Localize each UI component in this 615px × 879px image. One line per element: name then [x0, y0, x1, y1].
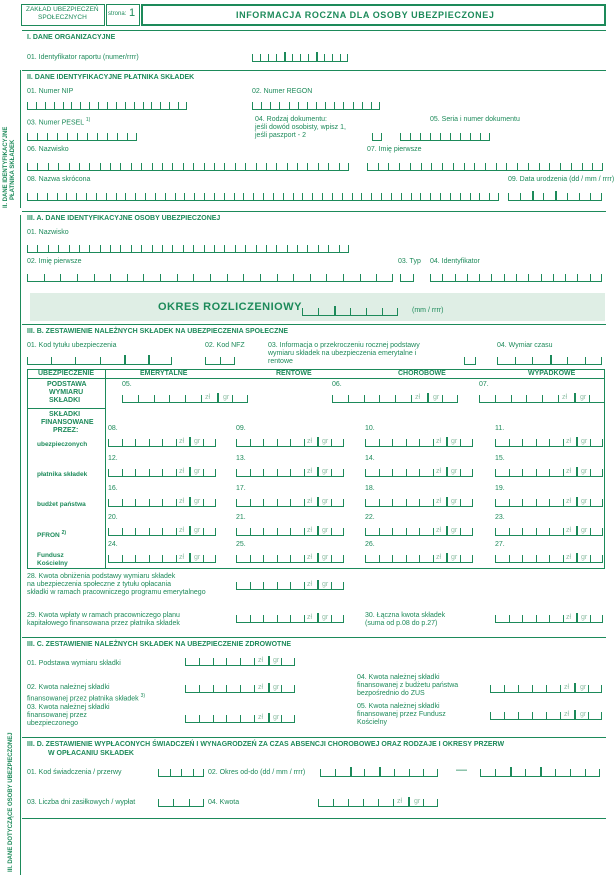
- pole-05[interactable]: [122, 391, 248, 403]
- pole-fundusz-3[interactable]: [495, 551, 603, 563]
- num-27: 27.: [495, 541, 505, 548]
- s3d-kod-cells[interactable]: [158, 768, 204, 777]
- num-07: 07.: [479, 381, 489, 388]
- s3c-pole-04-gr: gr: [580, 684, 587, 691]
- s3c-pole-03-gr: gr: [273, 714, 280, 721]
- num-22: 22.: [365, 514, 375, 521]
- s3d-dash: —: [456, 764, 467, 776]
- s3c-f05-l1: 05. Kwota należnej składki: [357, 703, 440, 710]
- okres-label: OKRES ROZLICZENIOWY: [158, 301, 302, 313]
- pole-fundusz-2[interactable]: [365, 551, 473, 563]
- pole-fundusz-1-zl: zł: [307, 554, 313, 561]
- pole-07[interactable]: [479, 391, 605, 403]
- pole-ubezpieczonych-2-zl: zł: [436, 438, 442, 445]
- pole-platnika-1[interactable]: [236, 465, 344, 477]
- pole-ubezpieczonych-2-gr: gr: [451, 438, 458, 445]
- pole-ubezpieczonych-3-gr: gr: [581, 438, 588, 445]
- s3c-f02-l2: finansowanej przez płatnika składek $^{3)}$: [27, 693, 146, 703]
- num-25: 25.: [236, 541, 246, 548]
- podstawa-l3: SKŁADKI: [49, 397, 81, 404]
- pole-pfron-1-zl: zł: [307, 527, 313, 534]
- pole-ubezpieczonych-0-zl: zł: [179, 438, 185, 445]
- num-06: 06.: [332, 381, 342, 388]
- pole-budzet-3-gr: gr: [581, 498, 588, 505]
- strona-value: 1: [129, 7, 136, 19]
- pole-ubezpieczonych-0[interactable]: [108, 435, 216, 447]
- s3c-pole-03-zl: zł: [258, 714, 264, 721]
- fin-l3: PRZEZ:: [53, 427, 79, 434]
- s3d-title-l1: III. D. ZESTAWIENIE WYPŁACONYCH ŚWIADCZEŃ I WYNAGRODZEŃ ZA CZAS ABSENCJI CHOROBOWEJ ORAZ RODZAJE I OKRESY PRZERW: [27, 741, 505, 748]
- num-23: 23.: [495, 514, 505, 521]
- s3c-pole-03[interactable]: [185, 711, 295, 723]
- s3c-f05-l2: finansowanej przez Fundusz: [357, 711, 446, 718]
- pole-platnika-2-zl: zł: [436, 468, 442, 475]
- num-26: 26.: [365, 541, 375, 548]
- row-ubezpieczonych: ubezpieczonych: [37, 441, 88, 448]
- s2-f01-label: 01. Numer NIP: [27, 88, 74, 95]
- s3c-f04-l2: finansowanej z budżetu państwa: [357, 682, 459, 689]
- s2-docno-cells[interactable]: [400, 132, 490, 141]
- pole-29-gr: gr: [322, 614, 329, 621]
- s3c-f05-l3: Kościelny: [357, 719, 387, 726]
- s2-f05-label: 05. Seria i numer dokumentu: [430, 116, 520, 123]
- num-05: 05.: [122, 381, 132, 388]
- col-rentowe: RENTOWE: [276, 370, 312, 377]
- s3b-top-line: [22, 324, 606, 325]
- row-fundusz-l2: Kościelny: [37, 560, 68, 567]
- s3b-wymiar-cells[interactable]: [497, 356, 602, 365]
- s3a-nazwisko-cells[interactable]: [27, 244, 349, 253]
- s3b-kod-cells[interactable]: [27, 356, 172, 365]
- pole-pfron-2-zl: zł: [436, 527, 442, 534]
- pole-pfron-3-zl: zł: [566, 527, 572, 534]
- pole-budzet-2[interactable]: [365, 495, 473, 507]
- pole-ubezpieczonych-1-zl: zł: [307, 438, 313, 445]
- pole-pfron-1-gr: gr: [322, 527, 329, 534]
- s3d-dni-cells[interactable]: [158, 798, 204, 807]
- num-12: 12.: [108, 455, 118, 462]
- pole-budzet-1-zl: zł: [307, 498, 313, 505]
- pole-platnika-3-gr: gr: [581, 468, 588, 475]
- s2-nazwa-cells[interactable]: [27, 192, 499, 201]
- row-pfron: PFRON $^{2)}$: [37, 530, 67, 540]
- s2-f02-label: 02. Numer REGON: [252, 88, 313, 95]
- s3c-pole-02[interactable]: [185, 681, 295, 693]
- s3c-f01-label: 01. Podstawa wymiaru składki: [27, 660, 121, 667]
- s2-title: II. DANE IDENTYFIKACYJNE PŁATNIKA SKŁADEK: [27, 74, 195, 81]
- s2-nazwisko-cells[interactable]: [27, 162, 349, 171]
- s3b-first-col-line: [105, 369, 106, 569]
- pole-platnika-2-gr: gr: [451, 468, 458, 475]
- pole-fundusz-3-gr: gr: [581, 554, 588, 561]
- s3b-f29-l2: kapitałowego finansowana przez płatnika składek: [27, 620, 180, 627]
- pole-07-gr: gr: [580, 394, 587, 401]
- s2-f06-label: 06. Nazwisko: [27, 146, 69, 153]
- pole-pfron-0[interactable]: [108, 524, 216, 536]
- s3b-podstawa-line: [27, 408, 105, 409]
- pole-fundusz-0[interactable]: [108, 551, 216, 563]
- num-17: 17.: [236, 485, 246, 492]
- s3d-f02-label: 02. Okres od-do (dd / mm / rrrr): [208, 769, 306, 776]
- pole-30-gr: gr: [581, 614, 588, 621]
- pole-platnika-3-zl: zł: [566, 468, 572, 475]
- s3a-top-line: [22, 211, 606, 212]
- s2-imie-cells[interactable]: [367, 162, 603, 171]
- side-label-1b: PŁATNIKA SKŁADEK: [10, 139, 16, 200]
- pole-28-zl: zł: [307, 581, 313, 588]
- pole-fundusz-3-zl: zł: [566, 554, 572, 561]
- s3c-f03-l1: 03. Kwota należnej składki: [27, 704, 110, 711]
- pole-budzet-3[interactable]: [495, 495, 603, 507]
- num-24: 24.: [108, 541, 118, 548]
- s3c-top-line: [22, 637, 606, 638]
- pole-budzet-0-zl: zł: [179, 498, 185, 505]
- s1-title: I. DANE ORGANIZACYJNE: [27, 34, 116, 41]
- s3d-od-cells[interactable]: [320, 768, 438, 777]
- fin-l1: SKŁADKI: [49, 411, 81, 418]
- pole-ubezpieczonych-0-gr: gr: [194, 438, 201, 445]
- pole-platnika-0-zl: zł: [179, 468, 185, 475]
- pole-platnika-0-gr: gr: [194, 468, 201, 475]
- pole-pfron-0-gr: gr: [194, 527, 201, 534]
- side-label-1a: II. DANE IDENTYFIKACYJNE: [3, 126, 9, 208]
- s3b-colhead-line: [27, 378, 605, 379]
- s3b-f30-l2: (suma od p.08 do p.27): [365, 620, 438, 627]
- s3c-f03-l3: ubezpieczonego: [27, 720, 78, 727]
- pole-29-zl: zł: [307, 614, 313, 621]
- strona-label: strona:: [108, 11, 127, 17]
- pole-budzet-2-gr: gr: [451, 498, 458, 505]
- s2-f04-l3: jeśli paszport - 2: [255, 132, 306, 139]
- s3b-f03-l1: 03. Informacja o przekroczeniu rocznej podstawy: [268, 342, 420, 349]
- pole-ubezpieczonych-1[interactable]: [236, 435, 344, 447]
- s3d-f01-label: 01. Kod świadczenia / przerwy: [27, 769, 122, 776]
- pole-06[interactable]: [332, 391, 458, 403]
- num-09: 09.: [236, 425, 246, 432]
- s3c-f02-l1: 02. Kwota należnej składki: [27, 684, 110, 691]
- s3b-f28-l3: składki w ramach pracowniczego programu emerytalnego: [27, 589, 206, 596]
- s3b-f28-l2: na ubezpieczenia społeczne z tytułu opłacania: [27, 581, 171, 588]
- pole-budzet-0[interactable]: [108, 495, 216, 507]
- pole-pfron-2[interactable]: [365, 524, 473, 536]
- pole-fundusz-0-gr: gr: [194, 554, 201, 561]
- num-21: 21.: [236, 514, 246, 521]
- pole-fundusz-2-gr: gr: [451, 554, 458, 561]
- pole-budzet-1-gr: gr: [322, 498, 329, 505]
- s3b-f03-l3: rentowe: [268, 358, 293, 365]
- s2-f03-label: 03. Numer PESEL $^{1)}$: [27, 117, 91, 127]
- s2-nip-cells[interactable]: [27, 101, 187, 110]
- num-20: 20.: [108, 514, 118, 521]
- pole-07-zl: zł: [562, 394, 568, 401]
- s3d-pole-04[interactable]: [318, 795, 438, 807]
- num-11: 11.: [495, 425, 505, 432]
- s3a-title: III. A. DANE IDENTYFIKACYJNE OSOBY UBEZPIECZONEJ: [27, 215, 221, 222]
- s3c-pole-01-gr: gr: [273, 657, 280, 664]
- pole-29[interactable]: [236, 611, 344, 623]
- s3c-pole-05[interactable]: [490, 708, 602, 720]
- row-budzet: budżet państwa: [37, 501, 86, 508]
- row-platnika: płatnika składek: [37, 471, 88, 478]
- s2-f08-label: 08. Nazwa skrócona: [27, 176, 91, 183]
- pole-ubezpieczonych-3[interactable]: [495, 435, 603, 447]
- col-wypadkowe: WYPADKOWE: [528, 370, 576, 377]
- side-line-1: [20, 70, 21, 208]
- side-line-2: [20, 215, 21, 875]
- s3a-f01-label: 01. Nazwisko: [27, 229, 69, 236]
- form-title: INFORMACJA ROCZNA DLA OSOBY UBEZPIECZONEJ: [236, 10, 495, 20]
- s3c-f04-l1: 04. Kwota należnej składki: [357, 674, 440, 681]
- s2-f04-l1: 04. Rodzaj dokumentu:: [255, 116, 327, 123]
- pole-06-gr: gr: [433, 394, 440, 401]
- pole-ubezpieczonych-3-zl: zł: [566, 438, 572, 445]
- pole-platnika-0[interactable]: [108, 465, 216, 477]
- s3c-title: III. C. ZESTAWIENIE NALEŻNYCH SKŁADEK NA UBEZPIECZENIE ZDROWOTNE: [27, 641, 292, 648]
- pole-30[interactable]: [495, 611, 603, 623]
- s3c-pole-02-zl: zł: [258, 684, 264, 691]
- s3c-pole-01[interactable]: [185, 654, 295, 666]
- s3a-f03-label: 03. Typ: [398, 258, 421, 265]
- s3c-pole-02-gr: gr: [273, 684, 280, 691]
- s2-f07-label: 07. Imię pierwsze: [367, 146, 422, 153]
- pole-budzet-0-gr: gr: [194, 498, 201, 505]
- fin-l2: FINANSOWANE: [41, 419, 94, 426]
- pole-ubezpieczonych-2[interactable]: [365, 435, 473, 447]
- podstawa-l2: WYMIARU: [49, 389, 84, 396]
- s2-regon-cells[interactable]: [252, 101, 380, 110]
- zus-line2: SPOŁECZNYCH: [38, 14, 87, 21]
- s3b-f04-label: 04. Wymiar czasu: [497, 342, 553, 349]
- s3b-f03-l2: wymiaru składek na ubezpieczenia emerytalne i: [268, 350, 417, 357]
- pole-pfron-0-zl: zł: [179, 527, 185, 534]
- s3c-f03-l2: finansowanej przez: [27, 712, 87, 719]
- s3b-f01-label: 01. Kod tytułu ubezpieczenia: [27, 342, 117, 349]
- pole-fundusz-2-zl: zł: [436, 554, 442, 561]
- s3b-title: III. B. ZESTAWIENIE NALEŻNYCH SKŁADEK NA UBEZPIECZENIA SPOŁECZNE: [27, 328, 289, 335]
- num-14: 14.: [365, 455, 375, 462]
- pole-pfron-3-gr: gr: [581, 527, 588, 534]
- pole-fundusz-1-gr: gr: [322, 554, 329, 561]
- zus-line1: ZAKŁAD UBEZPIECZEŃ: [26, 6, 99, 13]
- s1-f01-label: 01. Identyfikator raportu (numer/rrrr): [27, 54, 139, 61]
- pole-pfron-2-gr: gr: [451, 527, 458, 534]
- pole-budzet-3-zl: zł: [566, 498, 572, 505]
- s3b-f29-l1: 29. Kwota wpłaty w ramach pracowniczego planu: [27, 612, 180, 619]
- podstawa-l1: PODSTAWA: [47, 381, 87, 388]
- pole-platnika-2[interactable]: [365, 465, 473, 477]
- col-chorobowe: CHOROBOWE: [398, 370, 446, 377]
- s3d-f03-label: 03. Liczba dni zasiłkowych / wypłat: [27, 799, 136, 806]
- s3b-info-cell[interactable]: [464, 356, 476, 365]
- num-10: 10.: [365, 425, 375, 432]
- side-label-2: III. DANE DOTYCZĄCE OSOBY UBEZPIECZONEJ: [8, 732, 14, 872]
- s3c-pole-04[interactable]: [490, 681, 602, 693]
- pole-budzet-2-zl: zł: [436, 498, 442, 505]
- s3d-pole-04-zl: zł: [397, 798, 403, 805]
- s3c-f04-l3: bezpośrednio do ZUS: [357, 690, 425, 697]
- s3c-pole-05-gr: gr: [580, 711, 587, 718]
- s3b-nfz-cells[interactable]: [205, 356, 235, 365]
- s1-top-line: [22, 30, 606, 31]
- s3d-top-line: [22, 737, 606, 738]
- s3a-typ-cell[interactable]: [400, 273, 414, 282]
- s3d-title-l2: W OPŁACANIU SKŁADEK: [48, 750, 134, 757]
- pole-fundusz-1[interactable]: [236, 551, 344, 563]
- row-fundusz-l1: Fundusz: [37, 552, 64, 559]
- pole-28-gr: gr: [322, 581, 329, 588]
- s3b-f28-l1: 28. Kwota obniżenia podstawy wymiaru składek: [27, 573, 176, 580]
- s2-dob-cells[interactable]: [508, 192, 602, 201]
- s3a-f04-label: 04. Identyfikator: [430, 258, 480, 265]
- s3b-f30-l1: 30. Łączna kwota składek: [365, 612, 446, 619]
- s3a-f02-label: 02. Imię pierwsze: [27, 258, 82, 265]
- s2-pesel-cells[interactable]: [27, 132, 137, 141]
- s3a-id-cells[interactable]: [430, 273, 602, 282]
- pole-pfron-3[interactable]: [495, 524, 603, 536]
- s3a-imie-cells[interactable]: [27, 273, 393, 282]
- s3d-do-cells[interactable]: [480, 768, 600, 777]
- s3c-pole-04-zl: zł: [564, 684, 570, 691]
- num-19: 19.: [495, 485, 505, 492]
- s2-top-line: [22, 70, 606, 71]
- s2-f04-l2: jeśli dowód osobisty, wpisz 1,: [255, 124, 346, 131]
- pole-06-zl: zł: [415, 394, 421, 401]
- s3c-pole-01-zl: zł: [258, 657, 264, 664]
- num-08: 08.: [108, 425, 118, 432]
- pole-05-gr: gr: [223, 394, 230, 401]
- okres-cells[interactable]: [302, 304, 398, 316]
- num-18: 18.: [365, 485, 375, 492]
- num-13: 13.: [236, 455, 246, 462]
- pole-platnika-3[interactable]: [495, 465, 603, 477]
- pole-pfron-1[interactable]: [236, 524, 344, 536]
- col-ubezpieczenie: UBEZPIECZENIE: [38, 370, 95, 377]
- s3d-f04-label: 04. Kwota: [208, 799, 240, 806]
- pole-30-zl: zł: [566, 614, 572, 621]
- s2-f09-label: 09. Data urodzenia (dd / mm / rrrr): [508, 176, 615, 183]
- pole-28[interactable]: [236, 578, 344, 590]
- s1-f01-cells[interactable]: [252, 53, 348, 62]
- pole-fundusz-0-zl: zł: [179, 554, 185, 561]
- s3c-pole-05-zl: zł: [564, 711, 570, 718]
- s3b-f02-label: 02. Kod NFZ: [205, 342, 245, 349]
- pole-budzet-1[interactable]: [236, 495, 344, 507]
- s2-doctype-cell[interactable]: [372, 132, 382, 141]
- pole-platnika-1-zl: zł: [307, 468, 313, 475]
- pole-platnika-1-gr: gr: [322, 468, 329, 475]
- pole-ubezpieczonych-1-gr: gr: [322, 438, 329, 445]
- num-15: 15.: [495, 455, 505, 462]
- col-emerytalne: EMERYTALNE: [140, 370, 188, 377]
- okres-format: (mm / rrrr): [412, 307, 444, 314]
- s3d-pole-04-gr: gr: [414, 798, 421, 805]
- pole-05-zl: zł: [205, 394, 211, 401]
- s3d-bottom-line: [22, 818, 606, 819]
- num-16: 16.: [108, 485, 118, 492]
